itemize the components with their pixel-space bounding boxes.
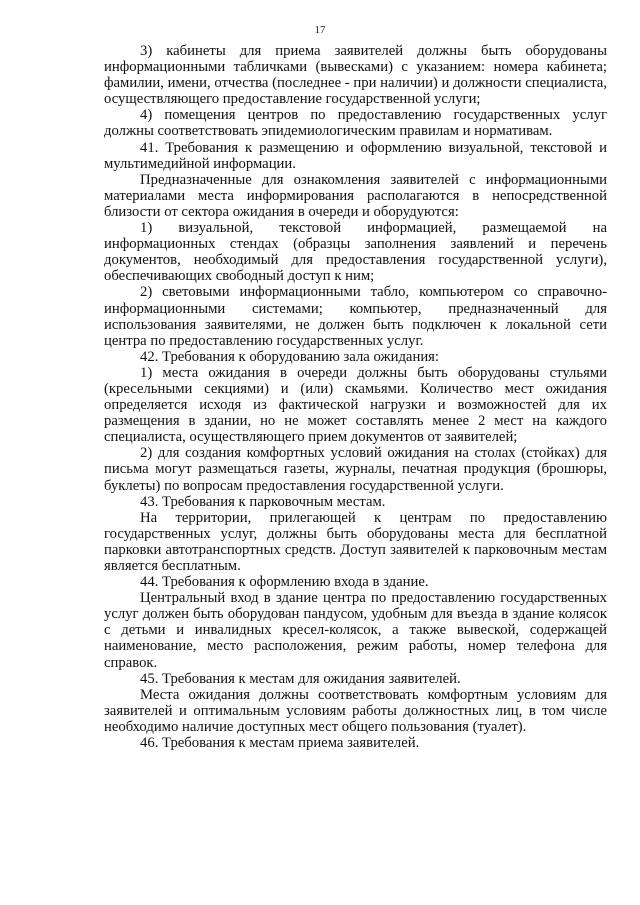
section-46-heading: 46. Требования к местам приема заявителей. [140, 735, 420, 752]
section-44-heading: 44. Требования к оформлению входа в здание. [140, 574, 429, 591]
paragraph-info-item-2: 2) световыми информационными табло, компьютером со справочно-информационными системами; компьютер, предназначенный для использования заявителями, не должен быть подключен к локальной сети центра по предоставлению государственных услуг. [104, 284, 607, 349]
section-45-heading: 45. Требования к местам для ожидания заявителей. [140, 670, 461, 687]
paragraph-entrance: Центральный вход в здание центра по предоставлению государственных услуг должен быть оборудован пандусом, удобным для въезда в здание колясок с детьми и инвалидных кресел-колясок, а также вывеской, содержащей наименование, место расположения, режим работы, номер телефона для справок. [104, 590, 607, 671]
paragraph-waiting-item-2: 2) для создания комфортных условий ожидания на столах (стойках) для письма могут размещаться газеты, журналы, печатная продукция (брошюры, буклеты) по вопросам предоставления государственной услуги. [104, 445, 607, 494]
paragraph-info-places: Предназначенные для ознакомления заявителей с информационными материалами места информирования располагаются в непосредственной близости от сектора ожидания в очереди и оборудуются: [104, 171, 607, 220]
paragraph-waiting-item-1: 1) места ожидания в очереди должны быть оборудованы стульями (кресельными секциями) и (или) скамьями. Количество мест ожидания определяется исходя из фактической нагрузки и возможностей для их размещения в здании, но не может составлять менее 2 мест на каждого специалиста, осуществляющего прием документов от заявителей; [104, 364, 607, 446]
paragraph-parking: На территории, прилегающей к центрам по предоставлению государственных услуг, должны быть оборудованы места для бесплатной парковки автотранспортных средств. Доступ заявителей к парковочным местам является бесплатным. [104, 509, 607, 574]
paragraph-item-4: 4) помещения центров по предоставлению государственных услуг должны соответствовать эпидемиологическим правилам и нормативам. [104, 107, 607, 140]
paragraph-waiting-places: Места ожидания должны соответствовать комфортным условиям для заявителей и оптимальным условиям работы должностных лиц, в том числе необходимо наличие доступных мест общего пользования (туалет). [104, 686, 607, 735]
document-body [104, 43, 607, 751]
section-42-heading: 42. Требования к оборудованию зала ожидания: [140, 348, 440, 365]
section-43-heading: 43. Требования к парковочным местам. [140, 493, 386, 510]
page-number: 17 [314, 24, 326, 36]
section-41-heading: 41. Требования к размещению и оформлению визуальной, текстовой и мультимедийной информации. [104, 139, 607, 172]
paragraph-item-3: 3) кабинеты для приема заявителей должны быть оборудованы информационными табличками (вывесками) с указанием: номера кабинета; фамилии, имени, отчества (последнее - при наличии) и должности специалиста, осуществляющего предоставление государственной услуги; [104, 43, 607, 108]
paragraph-info-item-1: 1) визуальной, текстовой информацией, размещаемой на информационных стендах (образцы заполнения заявлений и перечень документов, необходимый для предоставления государственной услуги), обеспечивающих свободный доступ к ним; [104, 220, 607, 285]
